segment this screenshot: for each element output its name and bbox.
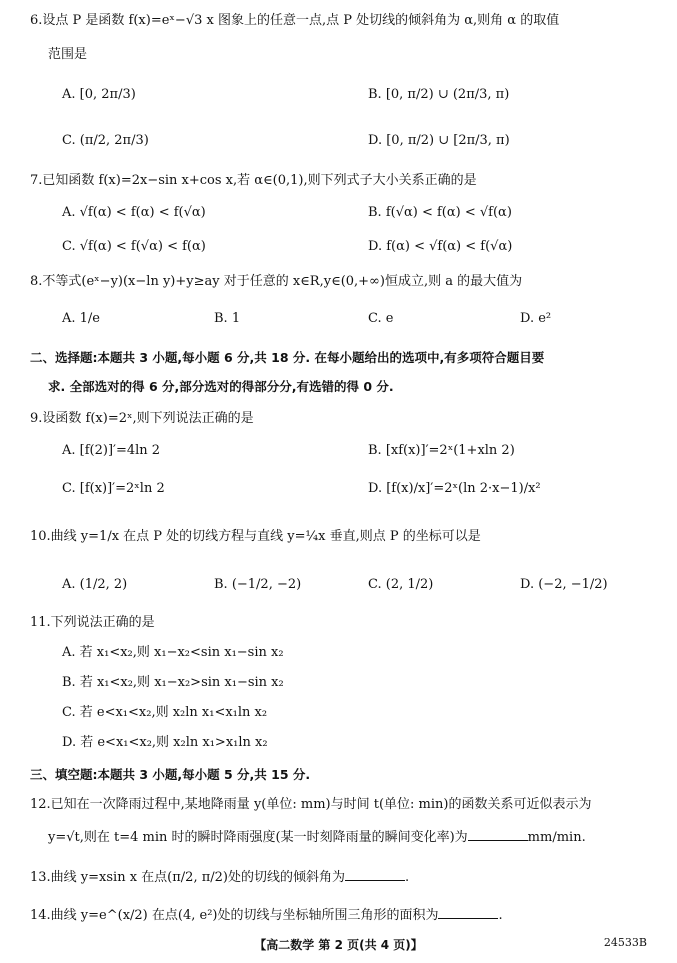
q8-stem: 8.不等式(eˣ−y)(x−ln y)+y≥ay 对于任意的 x∈R,y∈(0,+∞)恒成立,则 a 的最大值为 (30, 274, 523, 289)
q7-option-b: B. f(√α) < f(α) < √f(α) (368, 205, 512, 220)
q6-stem-line-1: 6.设点 P 是函数 f(x)=eˣ−√3 x 图象上的任意一点,点 P 处切线的倾斜角为 α,则角 α 的取值 (30, 13, 560, 28)
q7-stem: 7.已知函数 f(x)=2x−sin x+cos x,若 α∈(0,1),则下列式子大小关系正确的是 (30, 173, 477, 188)
q12-stem-line-2 (48, 828, 586, 847)
q6-option-b: B. [0, π/2) ∪ (2π/3, π) (368, 87, 510, 102)
q14-stem (30, 906, 503, 925)
q8-option-b: B. 1 (214, 311, 241, 326)
page-footer: 【高二数学 第 2 页(共 4 页)】 (254, 938, 423, 952)
q11-option-d: D. 若 e<x₁<x₂,则 x₂ln x₁>x₁ln x₂ (62, 735, 268, 750)
q10-option-c: C. (2, 1/2) (368, 577, 434, 592)
q9-option-b: B. [xf(x)]′=2ˣ(1+xln 2) (368, 443, 515, 458)
q10-option-d: D. (−2, −1/2) (520, 577, 608, 592)
q10-option-b: B. (−1/2, −2) (214, 577, 302, 592)
q9-stem: 9.设函数 f(x)=2ˣ,则下列说法正确的是 (30, 411, 254, 426)
q14-stem-end: . (498, 908, 503, 923)
q11-option-b: B. 若 x₁<x₂,则 x₁−x₂>sin x₁−sin x₂ (62, 675, 284, 690)
q7-option-c: C. √f(α) < f(√α) < f(α) (62, 239, 206, 254)
q8-option-c: C. e (368, 311, 394, 326)
q11-stem: 11.下列说法正确的是 (30, 615, 155, 630)
q10-option-a: A. (1/2, 2) (62, 577, 128, 592)
q14-stem-text: 14.曲线 y=e^(x/2) 在点(4, e²)处的切线与坐标轴所围三角形的面积为 (30, 908, 439, 923)
q13-stem-text: 13.曲线 y=xsin x 在点(π/2, π/2)处的切线的倾斜角为 (30, 870, 345, 885)
section2-heading-line-1: 二、选择题:本题共 3 小题,每小题 6 分,共 18 分. 在每小题给出的选项中,有多项符合题目要 (30, 350, 545, 365)
exam-code: 24533B (603, 936, 647, 949)
q11-option-a: A. 若 x₁<x₂,则 x₁−x₂<sin x₁−sin x₂ (62, 645, 284, 660)
q10-stem: 10.曲线 y=1/x 在点 P 处的切线方程与直线 y=¼x 垂直,则点 P 的坐标可以是 (30, 529, 481, 544)
q12-answer-blank[interactable] (468, 828, 528, 841)
q6-option-a: A. [0, 2π/3) (62, 87, 136, 102)
q14-answer-blank[interactable] (438, 906, 498, 919)
q13-stem (30, 868, 409, 887)
q8-option-a: A. 1/e (62, 311, 100, 326)
section3-heading: 三、填空题:本题共 3 小题,每小题 5 分,共 15 分. (30, 767, 311, 782)
q6-option-c: C. (π/2, 2π/3) (62, 133, 149, 148)
q8-option-d: D. e² (520, 311, 552, 326)
q7-option-d: D. f(α) < √f(α) < f(√α) (368, 239, 513, 254)
q12-unit: mm/min. (527, 830, 586, 845)
section2-heading-line-2: 求. 全部选对的得 6 分,部分选对的得部分分,有选错的得 0 分. (48, 379, 394, 394)
q13-stem-end: . (404, 870, 410, 885)
q6-stem-line-2: 范围是 (48, 47, 88, 62)
q6-option-d: D. [0, π/2) ∪ [2π/3, π) (368, 133, 510, 148)
q9-option-a: A. [f(2)]′=4ln 2 (62, 443, 161, 458)
q7-option-a: A. √f(α) < f(α) < f(√α) (62, 205, 206, 220)
q12-stem-text: y=√t,则在 t=4 min 时的瞬时降雨强度(某一时刻降雨量的瞬间变化率)为 (48, 830, 468, 845)
q9-option-d: D. [f(x)/x]′=2ˣ(ln 2·x−1)/x² (368, 481, 541, 496)
q9-option-c: C. [f(x)]′=2ˣln 2 (62, 481, 165, 496)
q11-option-c: C. 若 e<x₁<x₂,则 x₂ln x₁<x₁ln x₂ (62, 705, 268, 720)
q12-stem-line-1: 12.已知在一次降雨过程中,某地降雨量 y(单位: mm)与时间 t(单位: min)的函数关系可近似表示为 (30, 797, 592, 812)
q13-answer-blank[interactable] (345, 868, 405, 881)
